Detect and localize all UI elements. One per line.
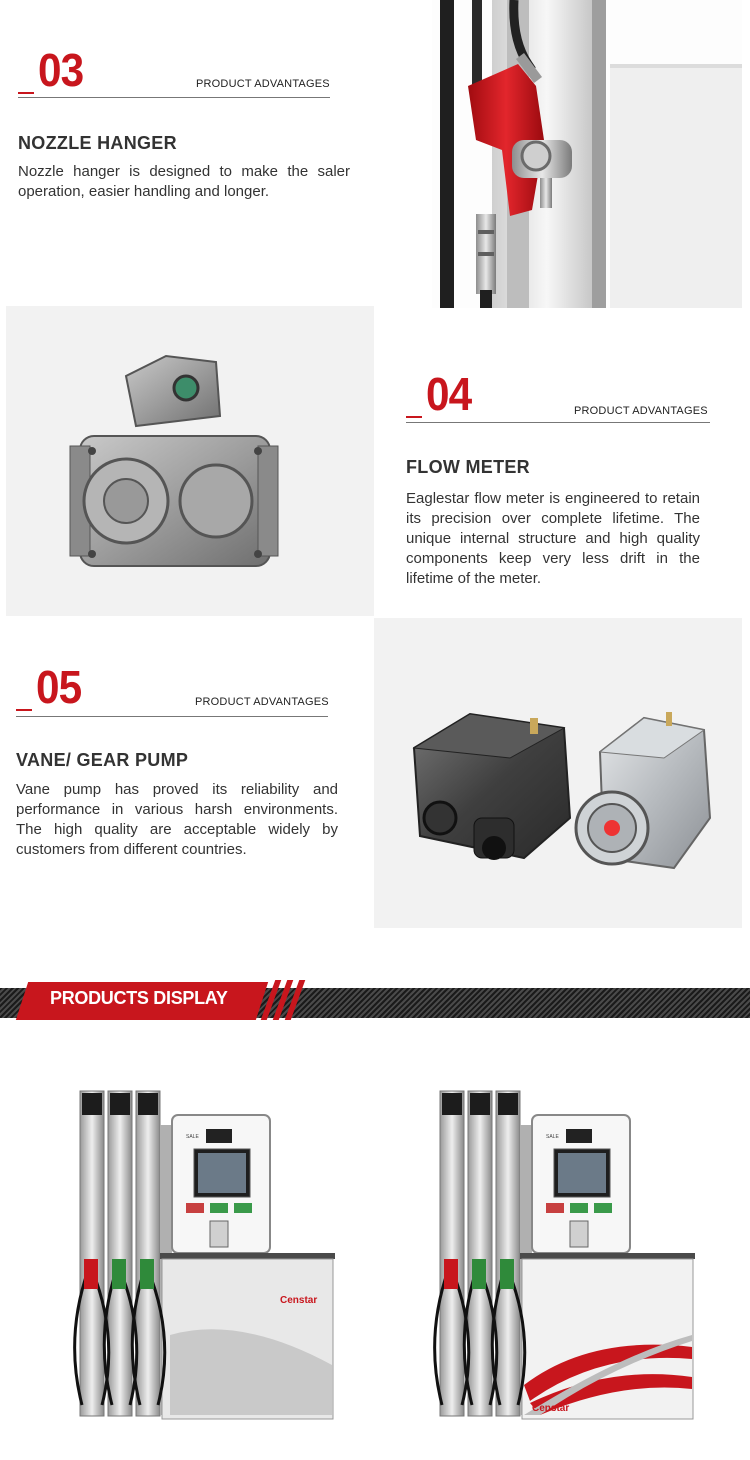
section-04-label: PRODUCT ADVANTAGES bbox=[574, 405, 708, 417]
section-03-title: NOZZLE HANGER bbox=[18, 133, 177, 153]
nozzle-hanger-image bbox=[432, 0, 742, 308]
pump-icon bbox=[374, 618, 742, 928]
section-05-label: PRODUCT ADVANTAGES bbox=[195, 696, 329, 708]
flow-meter-image bbox=[6, 306, 374, 616]
section-04-title: FLOW METER bbox=[406, 457, 530, 477]
banner-title: PRODUCTS DISPLAY bbox=[50, 988, 228, 1008]
product-1-panel-top: SALE bbox=[186, 1134, 199, 1140]
section-03-label: PRODUCT ADVANTAGES bbox=[196, 78, 330, 90]
product-2-brand: Censtar bbox=[532, 1403, 570, 1414]
section-03-body: Nozzle hanger is designed to make the saler operation, easier handling and longer. bbox=[18, 163, 350, 200]
flow-meter-icon bbox=[6, 306, 374, 616]
product-1-brand: Censtar bbox=[280, 1295, 318, 1306]
product-dispenser-2 bbox=[420, 1085, 700, 1420]
section-04-body: Eaglestar flow meter is engineered to retain its precision over complete lifetime. The unique internal structure and high quality components keep very less drift in the lifetime of the meter. bbox=[406, 490, 700, 587]
fuel-dispenser-icon bbox=[60, 1085, 340, 1420]
products-display-banner bbox=[0, 970, 750, 1028]
section-05-body: Vane pump has proved its reliability and performance in various harsh environments. The high quality are acceptable widely by customers from different countries. bbox=[16, 781, 338, 858]
product-2-panel-top: SALE bbox=[546, 1134, 559, 1140]
section-03-number: 03 bbox=[18, 44, 118, 104]
section-05-title: VANE/ GEAR PUMP bbox=[16, 750, 189, 770]
product-dispenser-1 bbox=[60, 1085, 340, 1420]
section-04-number: 04 bbox=[406, 368, 506, 428]
section-05-number: 05 bbox=[16, 661, 116, 721]
section-03-divider bbox=[18, 97, 330, 98]
fuel-dispenser-icon bbox=[420, 1085, 700, 1420]
section-05-divider bbox=[16, 716, 328, 717]
vane-pump-image bbox=[374, 618, 742, 928]
nozzle-icon bbox=[432, 0, 742, 308]
section-04-divider bbox=[406, 422, 710, 423]
